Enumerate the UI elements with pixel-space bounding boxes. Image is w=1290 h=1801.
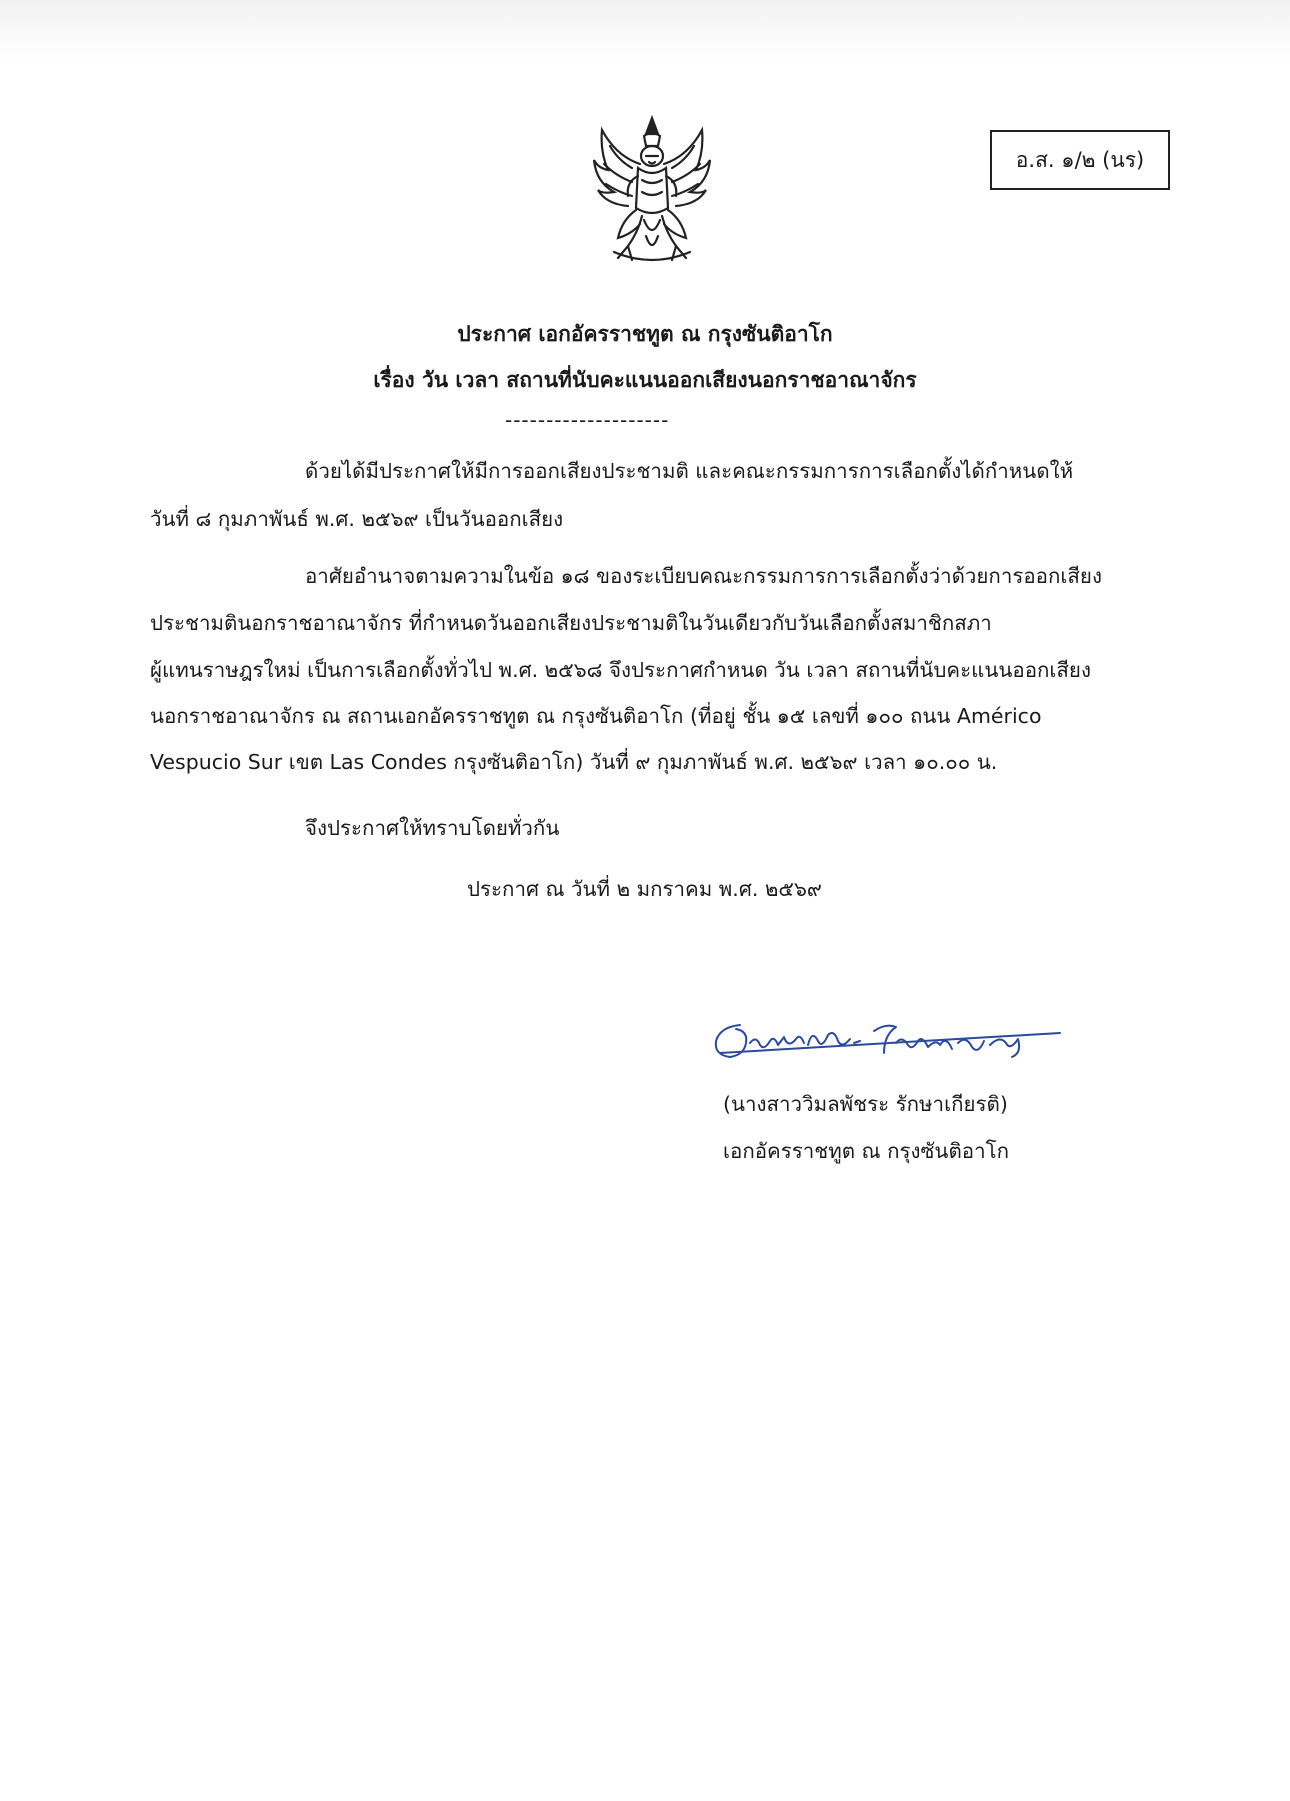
announcement-subject: เรื่อง วัน เวลา สถานที่นับคะแนนออกเสียงนอกราชอาณาจักร — [373, 368, 917, 392]
form-code: อ.ส. ๑/๒ (นร) — [1015, 147, 1145, 172]
paragraph-2-line-5: Vespucio Sur เขต Las Condes กรุงซันติอาโก) วันที่ ๙ กุมภาพันธ์ พ.ศ. ๒๕๖๙ เวลา ๑๐.๐๐ น. — [150, 750, 998, 774]
paragraph-2-line-1: อาศัยอำนาจตามความในข้อ ๑๘ ของระเบียบคณะกรรมการการเลือกตั้งว่าด้วยการออกเสียง — [305, 564, 1102, 588]
scan-shadow — [0, 0, 1290, 60]
announcement-title: ประกาศ เอกอัครราชทูต ณ กรุงซันติอาโก — [457, 322, 833, 346]
signatory-position: เอกอัครราชทูต ณ กรุงซันติอาโก — [723, 1139, 1009, 1163]
paragraph-1-line-1: ด้วยได้มีประกาศให้มีการออกเสียงประชามติ และคณะกรรมการการเลือกตั้งได้กำหนดให้ — [305, 459, 1074, 483]
form-code-box — [990, 130, 1170, 190]
announcement-date: ประกาศ ณ วันที่ ๒ มกราคม พ.ศ. ๒๕๖๙ — [467, 877, 822, 901]
paragraph-2-line-3: ผู้แทนราษฎรใหม่ เป็นการเลือกตั้งทั่วไป พ.ศ. ๒๕๖๘ จึงประกาศกำหนด วัน เวลา สถานที่นับคะแนนออกเสียง — [150, 658, 1091, 682]
title-separator: -------------------- — [505, 408, 670, 432]
paragraph-1-line-2: วันที่ ๘ กุมภาพันธ์ พ.ศ. ๒๕๖๙ เป็นวันออกเสียง — [150, 507, 564, 531]
paragraph-2-line-4: นอกราชอาณาจักร ณ สถานเอกอัครราชทูต ณ กรุงซันติอาโก (ที่อยู่ ชั้น ๑๕ เลขที่ ๑๐๐ ถนน Américo — [150, 704, 1042, 728]
garuda-emblem-icon — [588, 112, 716, 272]
closing-statement: จึงประกาศให้ทราบโดยทั่วกัน — [305, 816, 560, 840]
handwritten-signature — [700, 1005, 1070, 1075]
paragraph-2-line-2: ประชามตินอกราชอาณาจักร ที่กำหนดวันออกเสียงประชามติในวันเดียวกับวันเลือกตั้งสมาชิกสภา — [150, 611, 992, 635]
signatory-name: (นางสาววิมลพัชระ รักษาเกียรติ) — [723, 1092, 1008, 1116]
